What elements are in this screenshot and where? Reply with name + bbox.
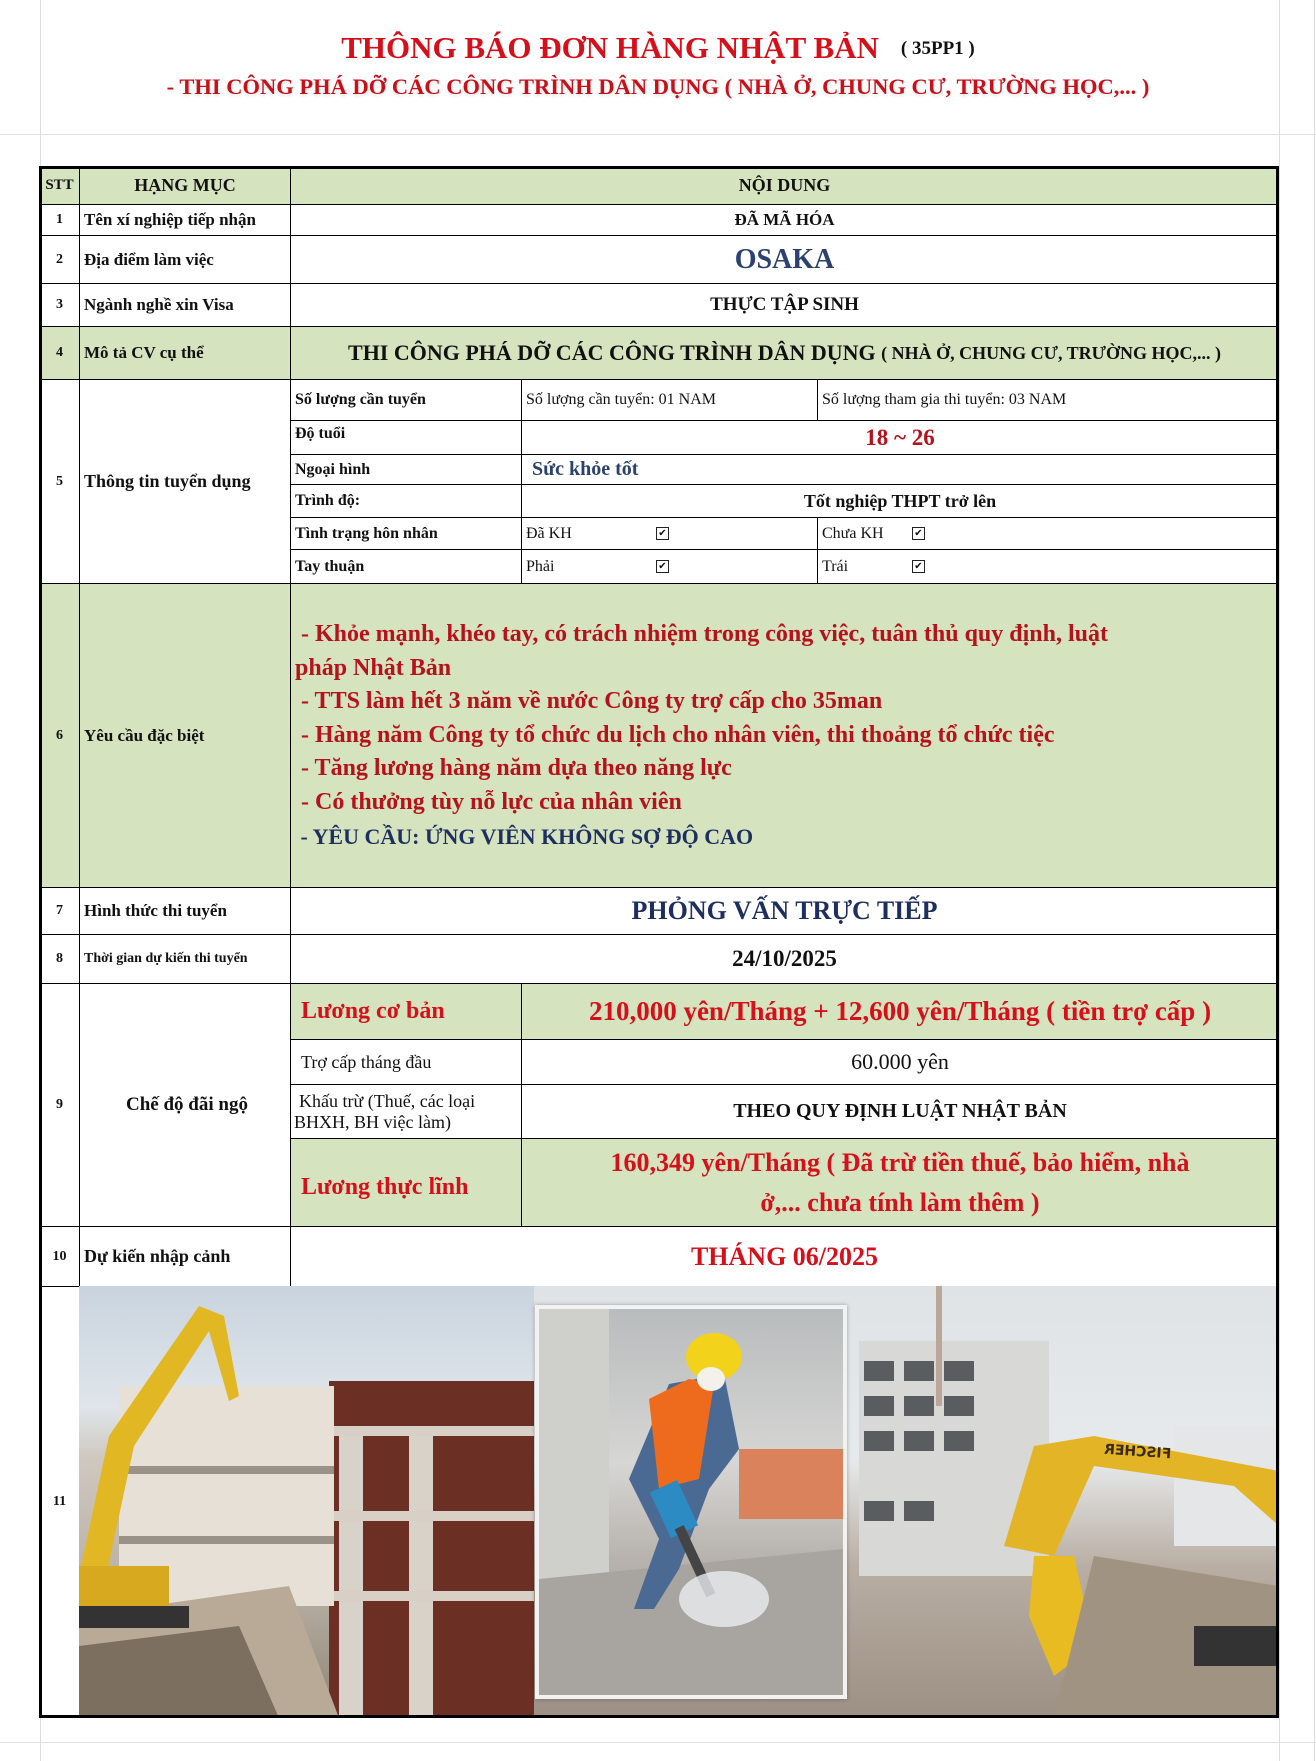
requirement-line: - Có thưởng tùy nỗ lực của nhân viên [295, 788, 682, 815]
job-description-sub: ( NHÀ Ở, CHUNG CƯ, TRƯỜNG HỌC,... ) [881, 342, 1221, 363]
requirement-line: - Tăng lương hàng năm dựa theo năng lực [295, 755, 732, 782]
column-header-content: NỘI DUNG [290, 166, 1279, 205]
row-number: 2 [39, 235, 80, 284]
category-label: Yêu cầu đặc biệt [79, 583, 291, 888]
net-salary-label: Lương thực lĩnh [290, 1138, 522, 1227]
visa-type-value: THỰC TẬP SINH [290, 283, 1279, 327]
marital-single-option[interactable] [817, 517, 1279, 550]
category-label: Ngành nghề xin Visa [79, 283, 291, 327]
deduction-label-line: BHXH, BH việc làm) [294, 1111, 451, 1132]
deduction-label [290, 1084, 522, 1139]
category-label: Chế độ đãi ngộ [79, 983, 291, 1227]
category-label: Mô tả CV cụ thể [79, 326, 291, 380]
requirement-line: pháp Nhật Bản [295, 654, 452, 681]
appearance-label: Ngoại hình [290, 454, 522, 485]
requirement-line: - TTS làm hết 3 năm về nước Công ty trợ cấp cho 35man [295, 688, 883, 715]
dominant-hand-label: Tay thuận [290, 549, 522, 584]
education-label: Trình độ: [290, 484, 522, 518]
gridline [1314, 0, 1315, 1761]
checkbox-checked-icon[interactable]: ✔ [656, 527, 669, 540]
requirement-highlight: - YÊU CẦU: ỨNG VIÊN KHÔNG SỢ ĐỘ CAO [295, 823, 754, 849]
row-number: 3 [39, 283, 80, 327]
row-number: 9 [39, 983, 80, 1227]
marital-married-option[interactable] [521, 517, 818, 550]
category-label: Tên xí nghiệp tiếp nhận [79, 204, 291, 236]
appearance-value: Sức khỏe tốt [521, 454, 1279, 485]
gridline [1279, 0, 1280, 1761]
marital-married-label: Đã KH [526, 524, 572, 542]
row-number: 11 [39, 1286, 80, 1718]
dust-cloud [679, 1571, 769, 1627]
net-salary-value [521, 1138, 1279, 1227]
quantity-needed: Số lượng cần tuyển: 01 NAM [521, 379, 818, 421]
column-header-stt: STT [39, 166, 80, 205]
photo-excavator-demolishing-building [79, 1286, 534, 1718]
worker-illustration [539, 1309, 843, 1695]
excavator-brand-text: FISCHER [1103, 1441, 1172, 1463]
hand-left-option[interactable] [817, 549, 1279, 584]
marital-single-label: Chưa KH [822, 524, 884, 542]
crane [936, 1286, 942, 1406]
exam-format-value: PHỎNG VẤN TRỰC TIẾP [290, 887, 1279, 935]
job-description-main: THI CÔNG PHÁ DỠ CÁC CÔNG TRÌNH DÂN DỤNG [348, 340, 876, 365]
row-number: 1 [39, 204, 80, 236]
entry-date-value: THÁNG 06/2025 [290, 1226, 1279, 1287]
work-location-value: OSAKA [290, 235, 1279, 284]
gridline [0, 1742, 1316, 1743]
net-salary-line: 160,349 yên/Tháng ( Đã trừ tiền thuế, bảo hiểm, nhà [610, 1147, 1190, 1177]
first-month-allowance-label: Trợ cấp tháng đầu [290, 1039, 522, 1085]
row-number: 4 [39, 326, 80, 380]
row-number: 6 [39, 583, 80, 888]
deduction-label-line: Khấu trừ (Thuế, các loại [299, 1090, 476, 1111]
requirements-list [295, 618, 1108, 853]
photo-worker-with-jackhammer [535, 1305, 847, 1699]
requirement-line: - Khỏe mạnh, khéo tay, có trách nhiệm trong công việc, tuân thủ quy định, luật [295, 621, 1108, 647]
category-label: Dự kiến nhập cảnh [79, 1226, 291, 1287]
row-number: 8 [39, 934, 80, 984]
page-subtitle: - THI CÔNG PHÁ DỠ CÁC CÔNG TRÌNH DÂN DỤNG ( NHÀ Ở, CHUNG CƯ, TRƯỜNG HỌC,... ) [166, 74, 1150, 99]
net-salary-line: ở,... chưa tính làm thêm ) [760, 1187, 1040, 1217]
gridline [0, 134, 1316, 135]
demolition-illustration [79, 1286, 534, 1718]
marital-label: Tình trạng hôn nhân [290, 517, 522, 550]
checkbox-checked-icon[interactable]: ✔ [912, 527, 925, 540]
first-month-allowance-value: 60.000 yên [521, 1039, 1279, 1085]
category-label: Địa điểm làm việc [79, 235, 291, 284]
base-salary-value: 210,000 yên/Tháng + 12,600 yên/Tháng ( tiền trợ cấp ) [521, 983, 1279, 1040]
checkbox-checked-icon[interactable]: ✔ [912, 560, 925, 573]
requirement-line: - Hàng năm Công ty tổ chức du lịch cho nhân viên, thi thoảng tổ chức tiệc [295, 721, 1055, 748]
exam-date-value: 24/10/2025 [290, 934, 1279, 984]
hand-left-label: Trái [822, 557, 849, 575]
orange-panel [739, 1449, 843, 1519]
age-label: Độ tuổi [290, 420, 522, 455]
special-requirements [290, 583, 1279, 888]
category-label: Thời gian dự kiến thi tuyển [79, 934, 291, 984]
company-name-value: ĐÃ MÃ HÓA [290, 204, 1279, 236]
photo-collage [79, 1286, 1279, 1718]
page-title [0, 30, 1316, 66]
row-number: 7 [39, 887, 80, 935]
base-salary-label: Lương cơ bản [290, 983, 522, 1040]
tiled-wall [539, 1309, 609, 1579]
quantity-label: Số lượng cần tuyển [290, 379, 522, 421]
checkbox-checked-icon[interactable]: ✔ [656, 560, 669, 573]
deduction-value: THEO QUY ĐỊNH LUẬT NHẬT BẢN [521, 1084, 1279, 1139]
category-label: Hình thức thi tuyển [79, 887, 291, 935]
title-text: THÔNG BÁO ĐƠN HÀNG NHẬT BẢN [341, 30, 879, 65]
order-code: ( 35PP1 ) [900, 38, 975, 59]
job-description-value [290, 326, 1279, 380]
row-number: 10 [39, 1226, 80, 1287]
quantity-exam: Số lượng tham gia thi tuyển: 03 NAM [817, 379, 1279, 421]
hand-right-label: Phải [526, 557, 555, 575]
education-value: Tốt nghiệp THPT trở lên [521, 484, 1279, 518]
column-header-category: HẠNG MỤC [79, 166, 291, 205]
category-label: Thông tin tuyển dụng [79, 379, 291, 584]
row-number: 5 [39, 379, 80, 584]
age-value: 18 ~ 26 [521, 420, 1279, 455]
hand-right-option[interactable] [521, 549, 818, 584]
